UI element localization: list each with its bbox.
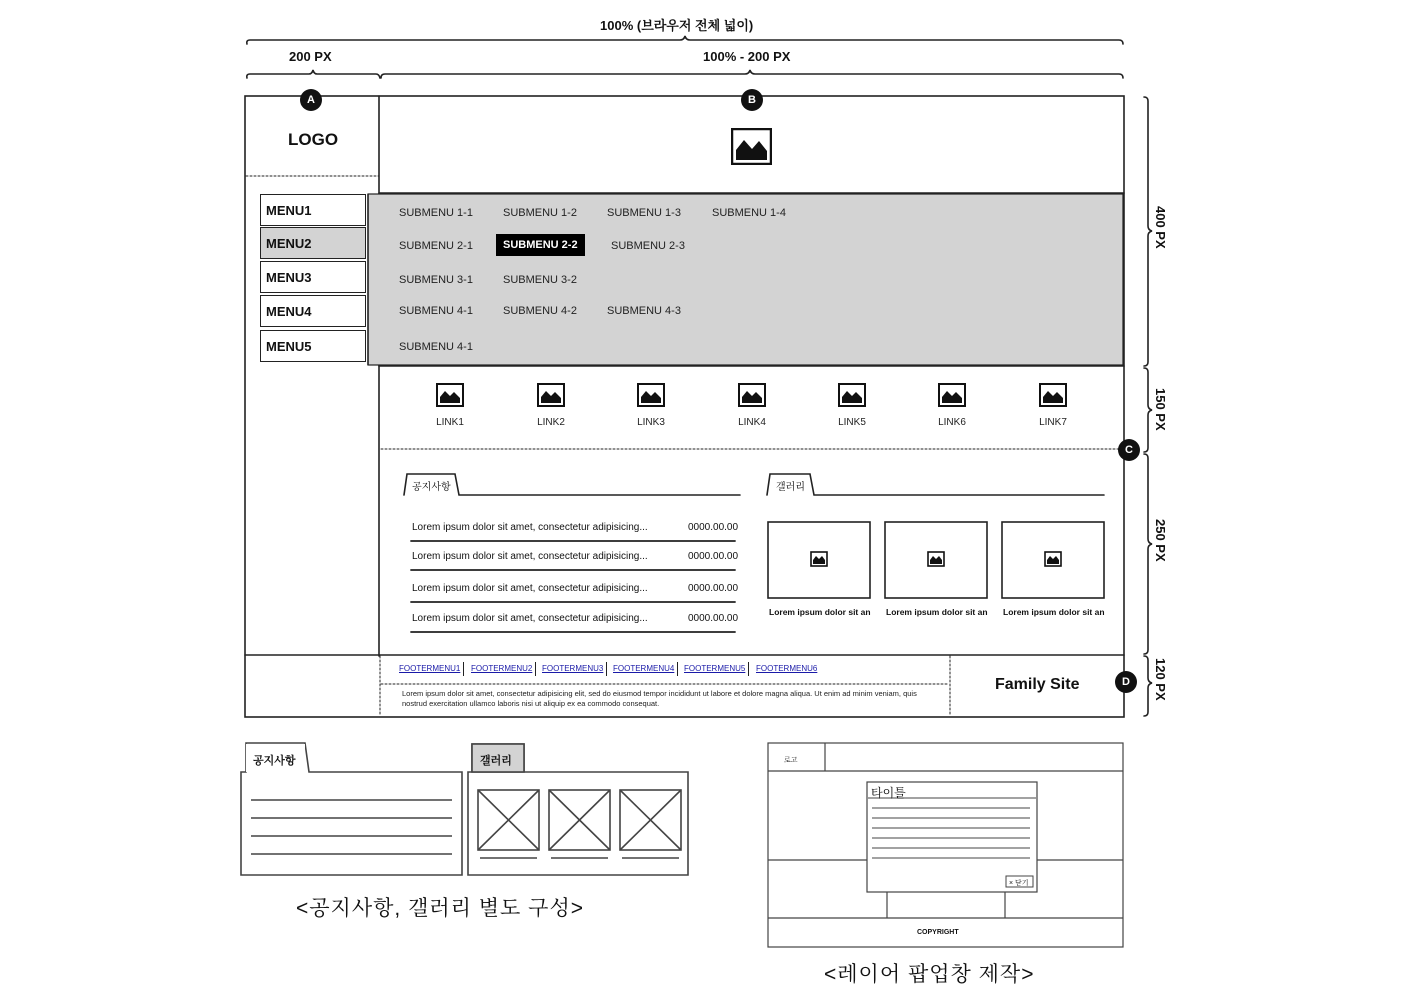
notice-date-2: 0000.00.00 xyxy=(688,551,739,562)
left-width-label: 200 PX xyxy=(289,49,332,64)
link4-label[interactable]: LINK4 xyxy=(738,417,766,428)
menu-item-2[interactable]: MENU2 xyxy=(260,227,366,259)
link7-label[interactable]: LINK7 xyxy=(1039,417,1067,428)
popup-caption: <레이어 팝업창 제작> xyxy=(824,963,1035,986)
submenu-1-3[interactable]: SUBMENU 1-3 xyxy=(607,207,681,219)
notice-date-3: 0000.00.00 xyxy=(688,583,739,594)
submenu-4-3[interactable]: SUBMENU 4-3 xyxy=(607,305,681,317)
separate-caption: <공지사항, 갤러리 별도 구성> xyxy=(296,897,585,920)
submenu-4-1[interactable]: SUBMENU 4-1 xyxy=(399,305,473,317)
footer-divider xyxy=(677,662,678,676)
submenu-1-1[interactable]: SUBMENU 1-1 xyxy=(399,207,473,219)
gallery-image-icon-3[interactable] xyxy=(1044,551,1062,567)
submenu-4-2[interactable]: SUBMENU 4-2 xyxy=(503,305,577,317)
notice-item-3[interactable]: Lorem ipsum dolor sit amet, consectetur adipisicing... xyxy=(412,583,648,594)
gallery-caption-3[interactable]: Lorem ipsum dolor sit an xyxy=(1003,607,1105,617)
link5-label[interactable]: LINK5 xyxy=(838,417,866,428)
footer-divider xyxy=(535,662,536,676)
link6-label[interactable]: LINK6 xyxy=(938,417,966,428)
logo[interactable]: LOGO xyxy=(288,130,339,149)
link3-image-icon[interactable] xyxy=(637,383,665,407)
gallery-image-icon-1[interactable] xyxy=(810,551,828,567)
link7-image-icon[interactable] xyxy=(1039,383,1067,407)
height-150-label: 150 PX xyxy=(1153,388,1168,431)
right-width-label: 100% - 200 PX xyxy=(703,49,791,64)
full-width-label: 100% (브라우저 전체 넓이) xyxy=(600,18,754,33)
height-250-label: 250 PX xyxy=(1153,519,1168,562)
menu-item-5[interactable]: MENU5 xyxy=(260,330,366,362)
marker-d: D xyxy=(1115,671,1137,693)
submenu-2-2[interactable]: SUBMENU 2-2 xyxy=(496,234,585,256)
marker-a: A xyxy=(300,89,322,111)
separate-notice-tab[interactable]: 공지사항 xyxy=(253,755,296,767)
main-visual-image-icon xyxy=(731,128,772,165)
link6-image-icon[interactable] xyxy=(938,383,966,407)
family-site-select[interactable]: Family Site xyxy=(995,676,1080,693)
height-400-label: 400 PX xyxy=(1153,206,1168,249)
submenu-3-1[interactable]: SUBMENU 3-1 xyxy=(399,274,473,286)
notice-tab[interactable]: 공지사항 xyxy=(412,482,451,493)
popup-copyright: COPYRIGHT xyxy=(917,929,959,936)
submenu-3-2[interactable]: SUBMENU 3-2 xyxy=(503,274,577,286)
menu-item-3[interactable]: MENU3 xyxy=(260,261,366,293)
footer-divider xyxy=(748,662,749,676)
footer-divider xyxy=(463,662,464,676)
footer-menu-5[interactable]: FOOTERMENU5 xyxy=(684,664,746,673)
link1-image-icon[interactable] xyxy=(436,383,464,407)
gallery-image-icon-2[interactable] xyxy=(927,551,945,567)
notice-date-4: 0000.00.00 xyxy=(688,613,739,624)
popup-logo: 로고 xyxy=(784,757,798,764)
footer-divider xyxy=(606,662,607,676)
submenu-1-2[interactable]: SUBMENU 1-2 xyxy=(503,207,577,219)
submenu-5-1[interactable]: SUBMENU 4-1 xyxy=(399,341,473,353)
link3-label[interactable]: LINK3 xyxy=(637,417,665,428)
link4-image-icon[interactable] xyxy=(738,383,766,407)
notice-item-1[interactable]: Lorem ipsum dolor sit amet, consectetur adipisicing... xyxy=(412,522,648,533)
link1-label[interactable]: LINK1 xyxy=(436,417,464,428)
separate-gallery-tab[interactable]: 갤러리 xyxy=(480,755,512,767)
popup-close-button[interactable]: × 닫기 xyxy=(1009,880,1029,887)
notice-item-4[interactable]: Lorem ipsum dolor sit amet, consectetur adipisicing... xyxy=(412,613,648,624)
link5-image-icon[interactable] xyxy=(838,383,866,407)
footer-copyright-text: Lorem ipsum dolor sit amet, consectetur adipisicing elit, sed do eiusmod tempor incididunt ut labore et dolore magna aliqua. Ut enim ad minim veniam, quis nostrud exercitation ullamco laboris nisi ut aliquip ex ea commodo consequat. xyxy=(402,689,917,708)
notice-item-2[interactable]: Lorem ipsum dolor sit amet, consectetur adipisicing... xyxy=(412,551,648,562)
submenu-2-3[interactable]: SUBMENU 2-3 xyxy=(611,240,685,252)
link2-image-icon[interactable] xyxy=(537,383,565,407)
marker-b: B xyxy=(741,89,763,111)
gallery-caption-1[interactable]: Lorem ipsum dolor sit an xyxy=(769,607,871,617)
footer-menu-6[interactable]: FOOTERMENU6 xyxy=(756,664,818,673)
submenu-1-4[interactable]: SUBMENU 1-4 xyxy=(712,207,786,219)
footer-menu-4[interactable]: FOOTERMENU4 xyxy=(613,664,675,673)
menu-item-4[interactable]: MENU4 xyxy=(260,295,366,327)
footer-menu-2[interactable]: FOOTERMENU2 xyxy=(471,664,533,673)
height-120-label: 120 PX xyxy=(1153,658,1168,701)
link2-label[interactable]: LINK2 xyxy=(537,417,565,428)
menu-item-1[interactable]: MENU1 xyxy=(260,194,366,226)
footer-menu-3[interactable]: FOOTERMENU3 xyxy=(542,664,604,673)
marker-c: C xyxy=(1118,439,1140,461)
submenu-2-1[interactable]: SUBMENU 2-1 xyxy=(399,240,473,252)
gallery-tab[interactable]: 갤러리 xyxy=(776,482,805,493)
footer-menu-1[interactable]: FOOTERMENU1 xyxy=(399,664,461,673)
gallery-caption-2[interactable]: Lorem ipsum dolor sit an xyxy=(886,607,988,617)
notice-date-1: 0000.00.00 xyxy=(688,522,739,533)
popup-title: 타이틀 xyxy=(871,786,906,800)
